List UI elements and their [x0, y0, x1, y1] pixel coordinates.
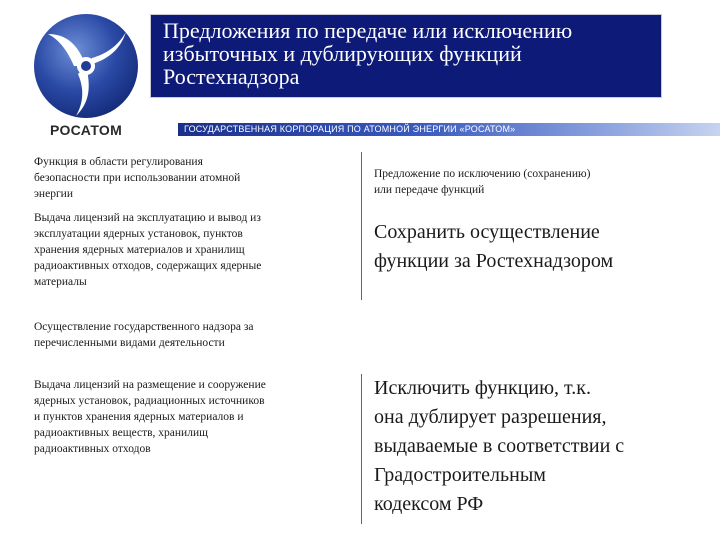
row3-proposal: Исключить функцию, т.к. она дублирует разрешения, выдаваемые в соответствии с Градостроительным кодексом РФ — [374, 377, 625, 515]
page-title: Предложения по передаче или исключению избыточных и дублирующих функций Ростехнадзора — [163, 18, 573, 89]
header-proposal: Предложение по исключению (сохранению) или передаче функций — [374, 168, 591, 196]
logo-wordmark: РОСАТОМ — [50, 122, 123, 138]
row3-function: Выдача лицензий на размещение и сооружение ядерных установок, радиационных источников и пунктов хранения ядерных материалов и радиоактивных веществ, хранилищ радиоактивных отходов — [34, 379, 266, 455]
row1-function: Выдача лицензий на эксплуатацию и вывод из эксплуатации ядерных установок, пунктов хранения ядерных материалов и хранилищ радиоактивных отходов, содержащих ядерные материалы — [34, 212, 262, 288]
column-divider — [361, 374, 362, 524]
rosatom-logo — [26, 10, 146, 122]
column-divider — [361, 152, 362, 300]
corporate-band — [178, 123, 720, 136]
row1-proposal: Сохранить осуществление функции за Ростехнадзором — [374, 221, 614, 272]
band-text: ГОСУДАРСТВЕННАЯ КОРПОРАЦИЯ ПО АТОМНОЙ ЭНЕРГИИ «РОСАТОМ» — [184, 124, 516, 134]
row2-function: Осуществление государственного надзора за перечисленными видами деятельности — [34, 321, 254, 349]
title-banner — [150, 14, 662, 98]
header-function: Функция в области регулирования безопасности при использовании атомной энергии — [34, 156, 241, 200]
